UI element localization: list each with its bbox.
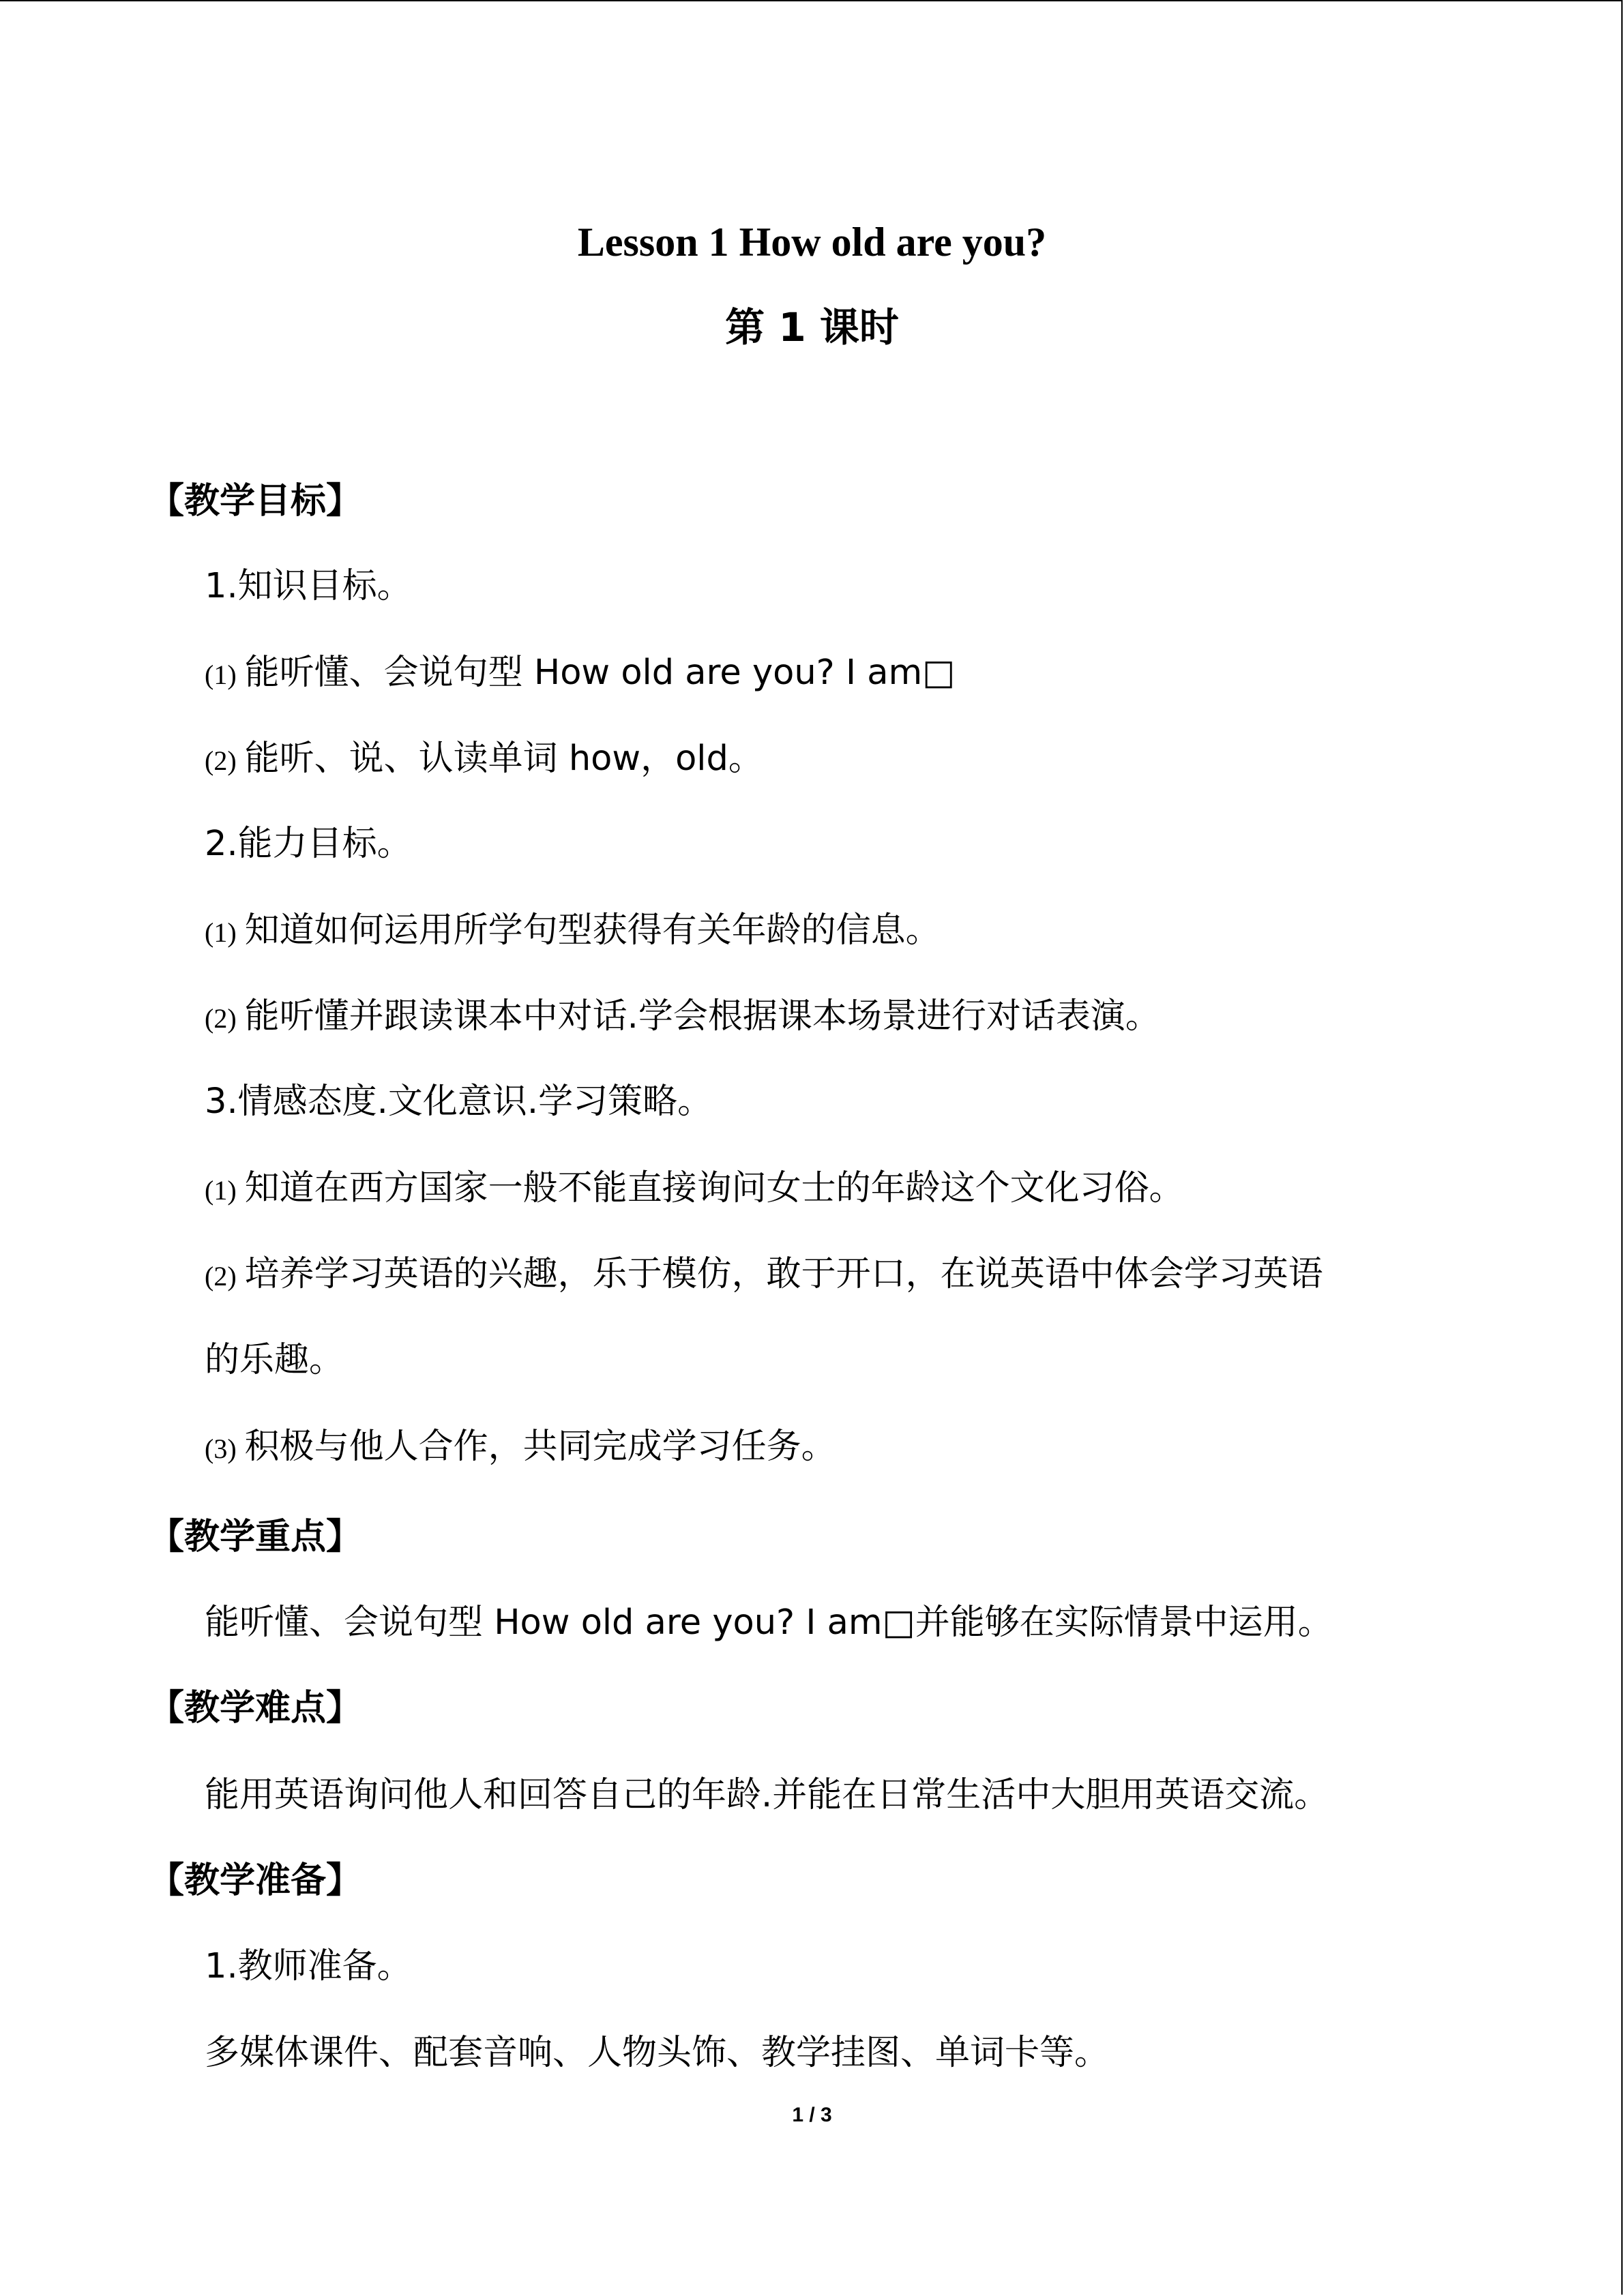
emotion-goal-item-2 — [205, 1251, 1323, 1300]
emotion-goal-item-3 — [205, 1423, 836, 1473]
page-title: Lesson 1 How old are you? — [577, 220, 1047, 265]
knowledge-goal-title: 1.知识目标。 — [205, 566, 412, 606]
item-text: 积极与他人合作，共同完成学习任务。 — [244, 1427, 836, 1467]
item-number: (1) — [205, 917, 237, 948]
item-number: (3) — [205, 1433, 237, 1464]
section-heading-objectives: 【教学目标】 — [149, 481, 362, 522]
ability-goal-item-2 — [205, 993, 1160, 1043]
difficulties-text: 能用英语询问他人和回答自己的年龄.并能在日常生活中大胆用英语交流。 — [205, 1775, 1329, 1815]
ability-goal-item-1 — [205, 907, 941, 957]
item-text: 知道在西方国家一般不能直接询问女士的年龄这个文化习俗。 — [244, 1168, 1184, 1208]
knowledge-goal-item-2 — [205, 735, 763, 785]
item-number: (2) — [205, 745, 237, 776]
item-number: (2) — [205, 1261, 237, 1292]
item-text: 能听懂并跟读课本中对话.学会根据课本场景进行对话表演。 — [244, 996, 1160, 1037]
teacher-preparation-title: 1.教师准备。 — [205, 1946, 412, 1986]
item-text: 培养学习英语的兴趣，乐于模仿，敢于开口，在说英语中体会学习英语 — [244, 1254, 1323, 1294]
knowledge-goal-item-1 — [205, 649, 955, 699]
section-heading-preparation: 【教学准备】 — [149, 1860, 362, 1901]
item-number: (1) — [205, 1175, 237, 1206]
page-subtitle: 第 1 课时 — [725, 304, 899, 351]
item-number: (1) — [205, 659, 237, 690]
section-heading-difficulties: 【教学难点】 — [149, 1688, 362, 1729]
emotion-goal-title: 3.情感态度.文化意识.学习策略。 — [205, 1082, 713, 1122]
emotion-goal-item-2-continuation: 的乐趣。 — [205, 1340, 344, 1380]
teacher-preparation-text: 多媒体课件、配套音响、人物头饰、教学挂图、单词卡等。 — [205, 2033, 1110, 2073]
item-text: 能听、说、认读单词 how，old。 — [244, 739, 763, 779]
item-number: (2) — [205, 1003, 237, 1034]
item-text: 知道如何运用所学句型获得有关年龄的信息。 — [244, 910, 941, 951]
ability-goal-title: 2.能力目标。 — [205, 824, 412, 864]
emotion-goal-item-1 — [205, 1165, 1184, 1214]
item-text: 能听懂、会说句型 How old are you? I am□ — [244, 653, 956, 693]
key-points-text: 能听懂、会说句型 How old are you? I am□并能够在实际情景中运用。 — [205, 1602, 1333, 1643]
section-heading-key-points: 【教学重点】 — [149, 1517, 362, 1557]
page-number: 1 / 3 — [792, 2104, 832, 2126]
